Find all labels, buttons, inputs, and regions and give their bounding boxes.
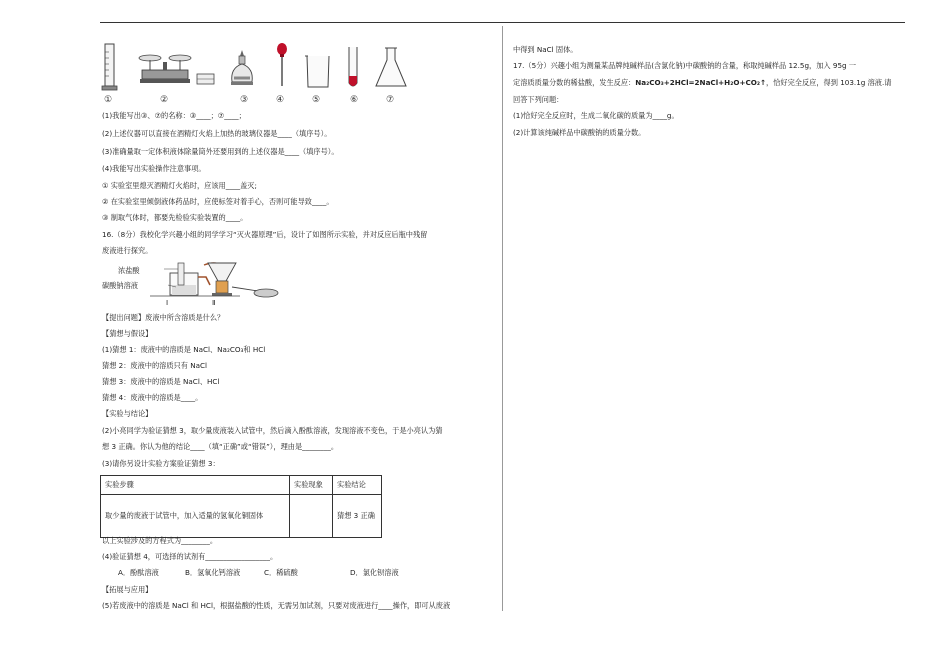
experiment-table bbox=[100, 475, 382, 538]
q16-intro-2: 废液进行探究。 bbox=[102, 246, 153, 255]
q16-eq: 以上实验涉及的方程式为________。 bbox=[102, 536, 218, 545]
q16-e3: (3)请你另设计实验方案验证猜想 3： bbox=[102, 459, 220, 468]
table-header-row bbox=[101, 476, 382, 495]
q15-line-7: ③ 制取气体时，都要先检验实验装置的____。 bbox=[102, 213, 248, 222]
option-b: B．氢氧化钙溶液 bbox=[185, 568, 241, 577]
table-row bbox=[101, 495, 382, 538]
q16-hyp-title: 【猜想与假设】 bbox=[102, 329, 153, 338]
q15-line-1: (1)我能写出③、⑦的名称：③____；⑦____； bbox=[102, 111, 246, 120]
q16-h2: 猜想 2：废液中的溶质只有 NaCl bbox=[102, 361, 208, 370]
dropper-icon bbox=[274, 42, 290, 92]
table-header-conclusion: 实验结论 bbox=[333, 476, 382, 495]
q16-h1: (1)猜想 1：废液中的溶质是 NaCl、Na₂CO₃和 HCl bbox=[102, 345, 266, 354]
q16-e1: (2)小亮同学为验证猜想 3，取少量废液装入试管中，然后滴入酚酞溶液，发现溶液不变色，于是小亮认为猜 bbox=[102, 426, 443, 435]
balance-scale-icon bbox=[136, 48, 196, 90]
q17-line-d: (1)恰好完全反应时，生成二氧化碳的质量为____g。 bbox=[513, 111, 679, 120]
test-tube-icon bbox=[346, 46, 360, 90]
table-header-phenomenon: 实验现象 bbox=[290, 476, 333, 495]
q17-line-b-post: ，恰好完全反应，得到 103.1g 溶液.请 bbox=[766, 78, 892, 87]
table-cell-conclusion: 猜想 3 正确 bbox=[333, 495, 382, 538]
apparatus-label-4: ④ bbox=[276, 95, 285, 105]
conical-flask-icon bbox=[374, 46, 408, 90]
q15-line-5: ① 实验室里熄灭酒精灯火焰时，应该用____盖灭; bbox=[102, 181, 257, 190]
q16-intro-1: 16.（8分）我校化学兴趣小组的同学学习“灭火器原理”后，设计了如图所示实验，并对反应后瓶中残留 bbox=[102, 230, 428, 239]
q16-ext-title: 【拓展与应用】 bbox=[102, 585, 153, 594]
q16-q4: (4)验证猜想 4，可选择的试剂有__________________。 bbox=[102, 552, 278, 561]
fig-label-device-1: Ⅰ bbox=[166, 298, 169, 307]
apparatus-label-7: ⑦ bbox=[386, 95, 395, 105]
option-c: C．稀硫酸 bbox=[264, 568, 298, 577]
table-cell-phenomenon bbox=[290, 495, 333, 538]
q16-q5: (5)若废液中的溶质是 NaCl 和 HCl，根据盐酸的性质，无需另加试剂，只要对废液进行____操作，即可从废液 bbox=[102, 601, 451, 610]
q16-e2: 想 3 正确。你认为他的结论____（填“正确”或“错误”），理由是________。 bbox=[102, 442, 339, 451]
q16-h4: 猜想 4：废液中的溶质是____。 bbox=[102, 393, 203, 402]
apparatus-label-3: ③ bbox=[240, 95, 249, 105]
q16-exp-title: 【实验与结论】 bbox=[102, 409, 153, 418]
alcohol-lamp-icon bbox=[228, 48, 256, 90]
q15-line-2: (2)上述仪器可以直接在酒精灯火焰上加热的玻璃仪器是____（填序号）。 bbox=[102, 129, 332, 138]
q17-line-b-pre: 定溶质质量分数的稀盐酸，发生反应： bbox=[513, 78, 636, 87]
apparatus-label-5: ⑤ bbox=[312, 95, 321, 105]
graduated-cylinder-icon bbox=[100, 42, 120, 92]
q16-ask: 【提出问题】废液中所含溶质是什么？ bbox=[102, 313, 225, 322]
fig-label-acid: 浓盐酸 bbox=[118, 266, 140, 275]
beaker-icon bbox=[304, 54, 332, 90]
page-top-rule bbox=[100, 22, 905, 23]
apparatus-label-2: ② bbox=[160, 95, 169, 105]
table-header-step: 实验步骤 bbox=[101, 476, 290, 495]
q17-line-c: 回答下列问题： bbox=[513, 95, 564, 104]
q15-line-3: (3)准确量取一定体积液体除量筒外还要用到的上述仪器是____（填序号）。 bbox=[102, 147, 339, 156]
weights-box-icon bbox=[196, 72, 216, 86]
fig-label-device-2: Ⅱ bbox=[212, 298, 216, 307]
q17-line-e: (2)计算该纯碱样品中碳酸钠的质量分数。 bbox=[513, 128, 646, 137]
q15-line-4: (4)我能写出实验操作注意事项。 bbox=[102, 164, 206, 173]
table-cell-step: 取少量的废液于试管中，加入适量的氢氧化铜固体 bbox=[101, 495, 290, 538]
apparatus-label-1: ① bbox=[104, 95, 113, 105]
fig-label-carbonate: 碳酸钠溶液 bbox=[102, 281, 138, 290]
q17-line-a: 17.（5分）兴趣小组为测量某品牌纯碱样品(含氯化钠)中碳酸钠的含量，称取纯碱样品 12.5g，加入 95g 一 bbox=[513, 61, 857, 70]
option-a: A．酚酞溶液 bbox=[118, 568, 159, 577]
column-divider bbox=[502, 26, 503, 611]
apparatus-label-6: ⑥ bbox=[350, 95, 359, 105]
option-d: D．氯化钡溶液 bbox=[350, 568, 399, 577]
q17-line-b bbox=[513, 78, 891, 87]
q17-reaction-equation: Na₂CO₃+2HCl=2NaCl+H₂O+CO₂↑ bbox=[635, 78, 767, 87]
q16-h3: 猜想 3：废液中的溶质是 NaCl、HCl bbox=[102, 377, 220, 386]
q15-line-6: ② 在实验室里倾倒液体药品时，应使标签对着手心，否则可能导致____。 bbox=[102, 197, 334, 206]
right-cont: 中得到 NaCl 固体。 bbox=[513, 45, 578, 54]
